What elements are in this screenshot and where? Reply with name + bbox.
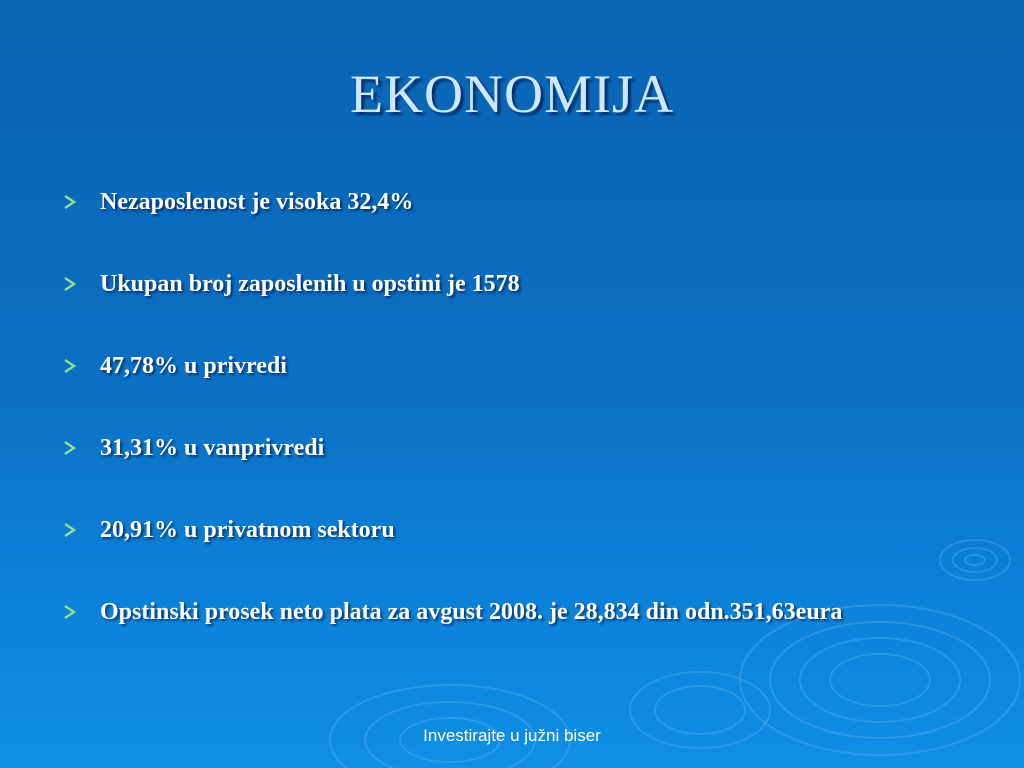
arrow-chevron-icon <box>63 276 77 292</box>
bullet-item <box>63 350 287 382</box>
bullet-text: 47,78% u privredi <box>100 352 287 379</box>
arrow-chevron-icon <box>63 522 77 538</box>
bullet-text: Opstinski prosek neto plata za avgust 2008. je 28,834 din odn.351,63eura <box>100 598 843 625</box>
bullet-item <box>63 514 395 546</box>
slide-title: EKONOMIJA <box>350 64 674 124</box>
arrow-chevron-icon <box>63 194 77 210</box>
arrow-chevron-icon <box>63 440 77 456</box>
bullet-item <box>63 186 413 218</box>
bullet-item <box>63 596 842 628</box>
bullet-text: Nezaposlenost je visoka 32,4% <box>100 188 414 215</box>
bullet-text: 31,31% u vanprivredi <box>100 434 325 461</box>
bullet-item <box>63 432 324 464</box>
bullet-text: Ukupan broj zaposlenih u opstini je 1578 <box>100 270 520 297</box>
slide-footer: Investirajte u južni biser <box>423 726 601 745</box>
arrow-chevron-icon <box>63 358 77 374</box>
arrow-chevron-icon <box>63 604 77 620</box>
bullet-text: 20,91% u privatnom sektoru <box>100 516 395 543</box>
bullet-item <box>63 268 520 300</box>
